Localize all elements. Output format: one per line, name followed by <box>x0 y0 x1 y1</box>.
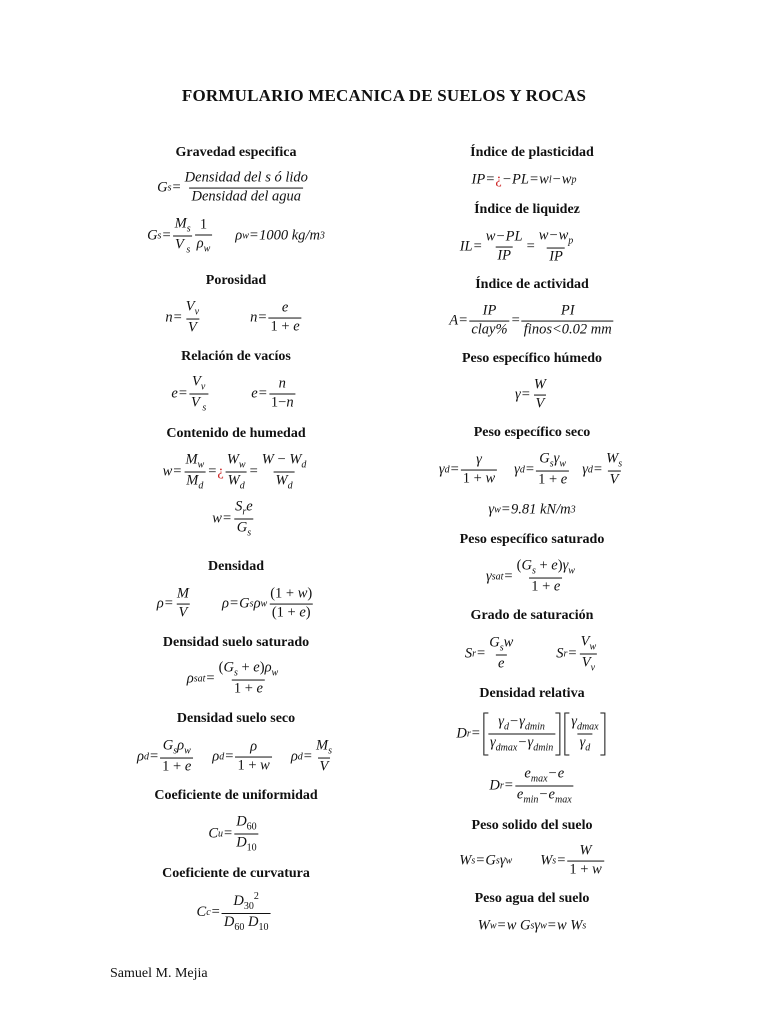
formula-peso-solido: W s = G s γ w W s = $\frac{W}{1 + w}$ <box>459 842 602 878</box>
formula-dens-rel-e: D r = $\frac{e_{max}-e}{e_{min}-e_{max}}$ <box>489 765 572 806</box>
section-ind-act-title: Índice de actividad <box>475 277 589 292</box>
formula-relacion: e = $\frac{V_v}{V _s}$ e = $\frac{n}{1-n}$ <box>171 373 294 414</box>
act-finos: finos<0.02 mm <box>523 321 612 338</box>
section-ind-liq-title: Índice de liquidez <box>474 202 580 217</box>
rho-w-value: 1000 kg/m <box>259 227 320 244</box>
section-dens-rel-title: Densidad relativa <box>479 686 585 701</box>
formula-dens-rel: D r = $\frac{\gamma_d-\gamma_{dmin}}{\gamma_{dmax}-\gamma_{dmin}}$ $\frac{\gamma_{dmax}}{\gamma_d}$ <box>456 713 607 756</box>
section-densidad-title: Densidad <box>207 559 265 574</box>
formula-densidad: ρ = $\frac{M}{V}$ ρ = G s ρ w $\frac{(1 + w)}{(1 + e)}$ <box>156 585 313 621</box>
formula-dens-seco: ρ d = $\frac{G_s\rho_w}{1 + e}$ ρ d = $\frac{\rho}{1 + w}$ ρ d = $\frac{M_s}{V}$ <box>137 737 332 775</box>
section-gravedad-title: Gravedad especifica <box>175 145 297 160</box>
section-peso-hum-title: Peso específico húmedo <box>462 351 602 366</box>
formula-coef-curv: C c = $\frac{D_{30}^2}{D_{60} D_{10}}$ <box>196 891 269 933</box>
section-ind-plast-title: Índice de plasticidad <box>470 145 594 160</box>
gamma-w-value: 9.81 kN/m <box>510 501 571 518</box>
formula-grado-sat: S r = $\frac{G_sw}{e}$ S r = $\frac{V_w}{V_v}$ <box>464 633 597 674</box>
section-humedad-title: Contenido de humedad <box>166 426 306 441</box>
section-relacion-title: Relación de vacíos <box>181 349 291 364</box>
section-peso-agua-title: Peso agua del suelo <box>474 891 590 906</box>
section-coef-curv-title: Coeficiente de curvatura <box>162 866 310 881</box>
formula-ind-act: A = $\frac{IP}{\text{clay\%}}$ = $\frac{PI}{\text{finos<0.02 mm}}$ <box>449 302 612 338</box>
section-coef-unif-title: Coeficiente de uniformidad <box>154 788 318 803</box>
formula-peso-seco: γ d = $\frac{\gamma}{1 + w}$ γ d = $\frac{G_s\gamma_w}{1 + e}$ γ d = $\frac{W_s}{V}$ <box>438 450 623 488</box>
section-dens-seco-title: Densidad suelo seco <box>176 711 296 726</box>
formula-ind-plast: IP = ¿ − PL = w l − w p <box>471 171 577 188</box>
act-clay: clay% <box>471 321 508 338</box>
formula-gs-density: G s = $\frac{\text{Densidad del s ó lido}}{\text{Densidad del agua}}$ <box>157 169 308 205</box>
section-peso-solido-title: Peso solido del suelo <box>471 818 593 833</box>
page-title: FORMULARIO MECANICA DE SUELOS Y ROCAS <box>181 86 587 105</box>
gs-denominator: Densidad del agua <box>191 188 302 205</box>
formula-porosidad: n = $\frac{V_v}{V}$ n = $\frac{e}{1 + e}$ <box>165 298 300 336</box>
section-peso-seco-title: Peso específico seco <box>473 425 591 440</box>
section-peso-sat-title: Peso específico saturado <box>459 532 605 547</box>
formula-coef-unif: C u = $\frac{D_{60}}{D_{10}}$ <box>208 813 257 854</box>
red-glyph: ¿ <box>217 463 224 480</box>
section-dens-sat-title: Densidad suelo saturado <box>162 635 310 650</box>
formula-humedad-sr: w = $\frac{S_re}{G_s}$ <box>212 498 253 539</box>
gs-numerator: Densidad del s ó lido <box>184 169 308 186</box>
section-porosidad-title: Porosidad <box>205 273 267 288</box>
section-grado-sat-title: Grado de saturación <box>470 608 594 623</box>
formula-humedad: w = $\frac{M_w}{M_d}$ = ¿ $\frac{W_w}{W_d}$ = $\frac{W - W_d}{W_d}$ <box>162 451 307 492</box>
formula-gamma-w: γ w = 9.81 kN/m 3 <box>488 501 576 518</box>
formula-peso-hum: γ = $\frac{W}{V}$ <box>515 376 546 412</box>
formula-peso-agua: W w = w G s γ w = w W s <box>477 917 587 934</box>
formula-ind-liq: IL = $\frac{w-PL}{IP}$ = $\frac{w-w_p}{IP}$ <box>459 227 574 265</box>
formula-gs-mass: G s = $\frac{M_s}{V _s}$ $\frac{1}{\rho_w}$ ρ w = 1000 kg/m 3 <box>147 215 325 256</box>
formula-peso-sat: γ sat = $\frac{(G_s + e)\gamma_w}{1 + e}$ <box>486 557 575 595</box>
act-pi: PI <box>560 302 575 319</box>
formula-dens-sat: ρ sat = $\frac{(G_s + e)\rho_w}{1 + e}$ <box>186 659 279 697</box>
act-ip: IP <box>482 302 497 319</box>
footer-author: Samuel M. Mejia <box>110 966 208 981</box>
red-glyph-2: ¿ <box>495 171 502 188</box>
